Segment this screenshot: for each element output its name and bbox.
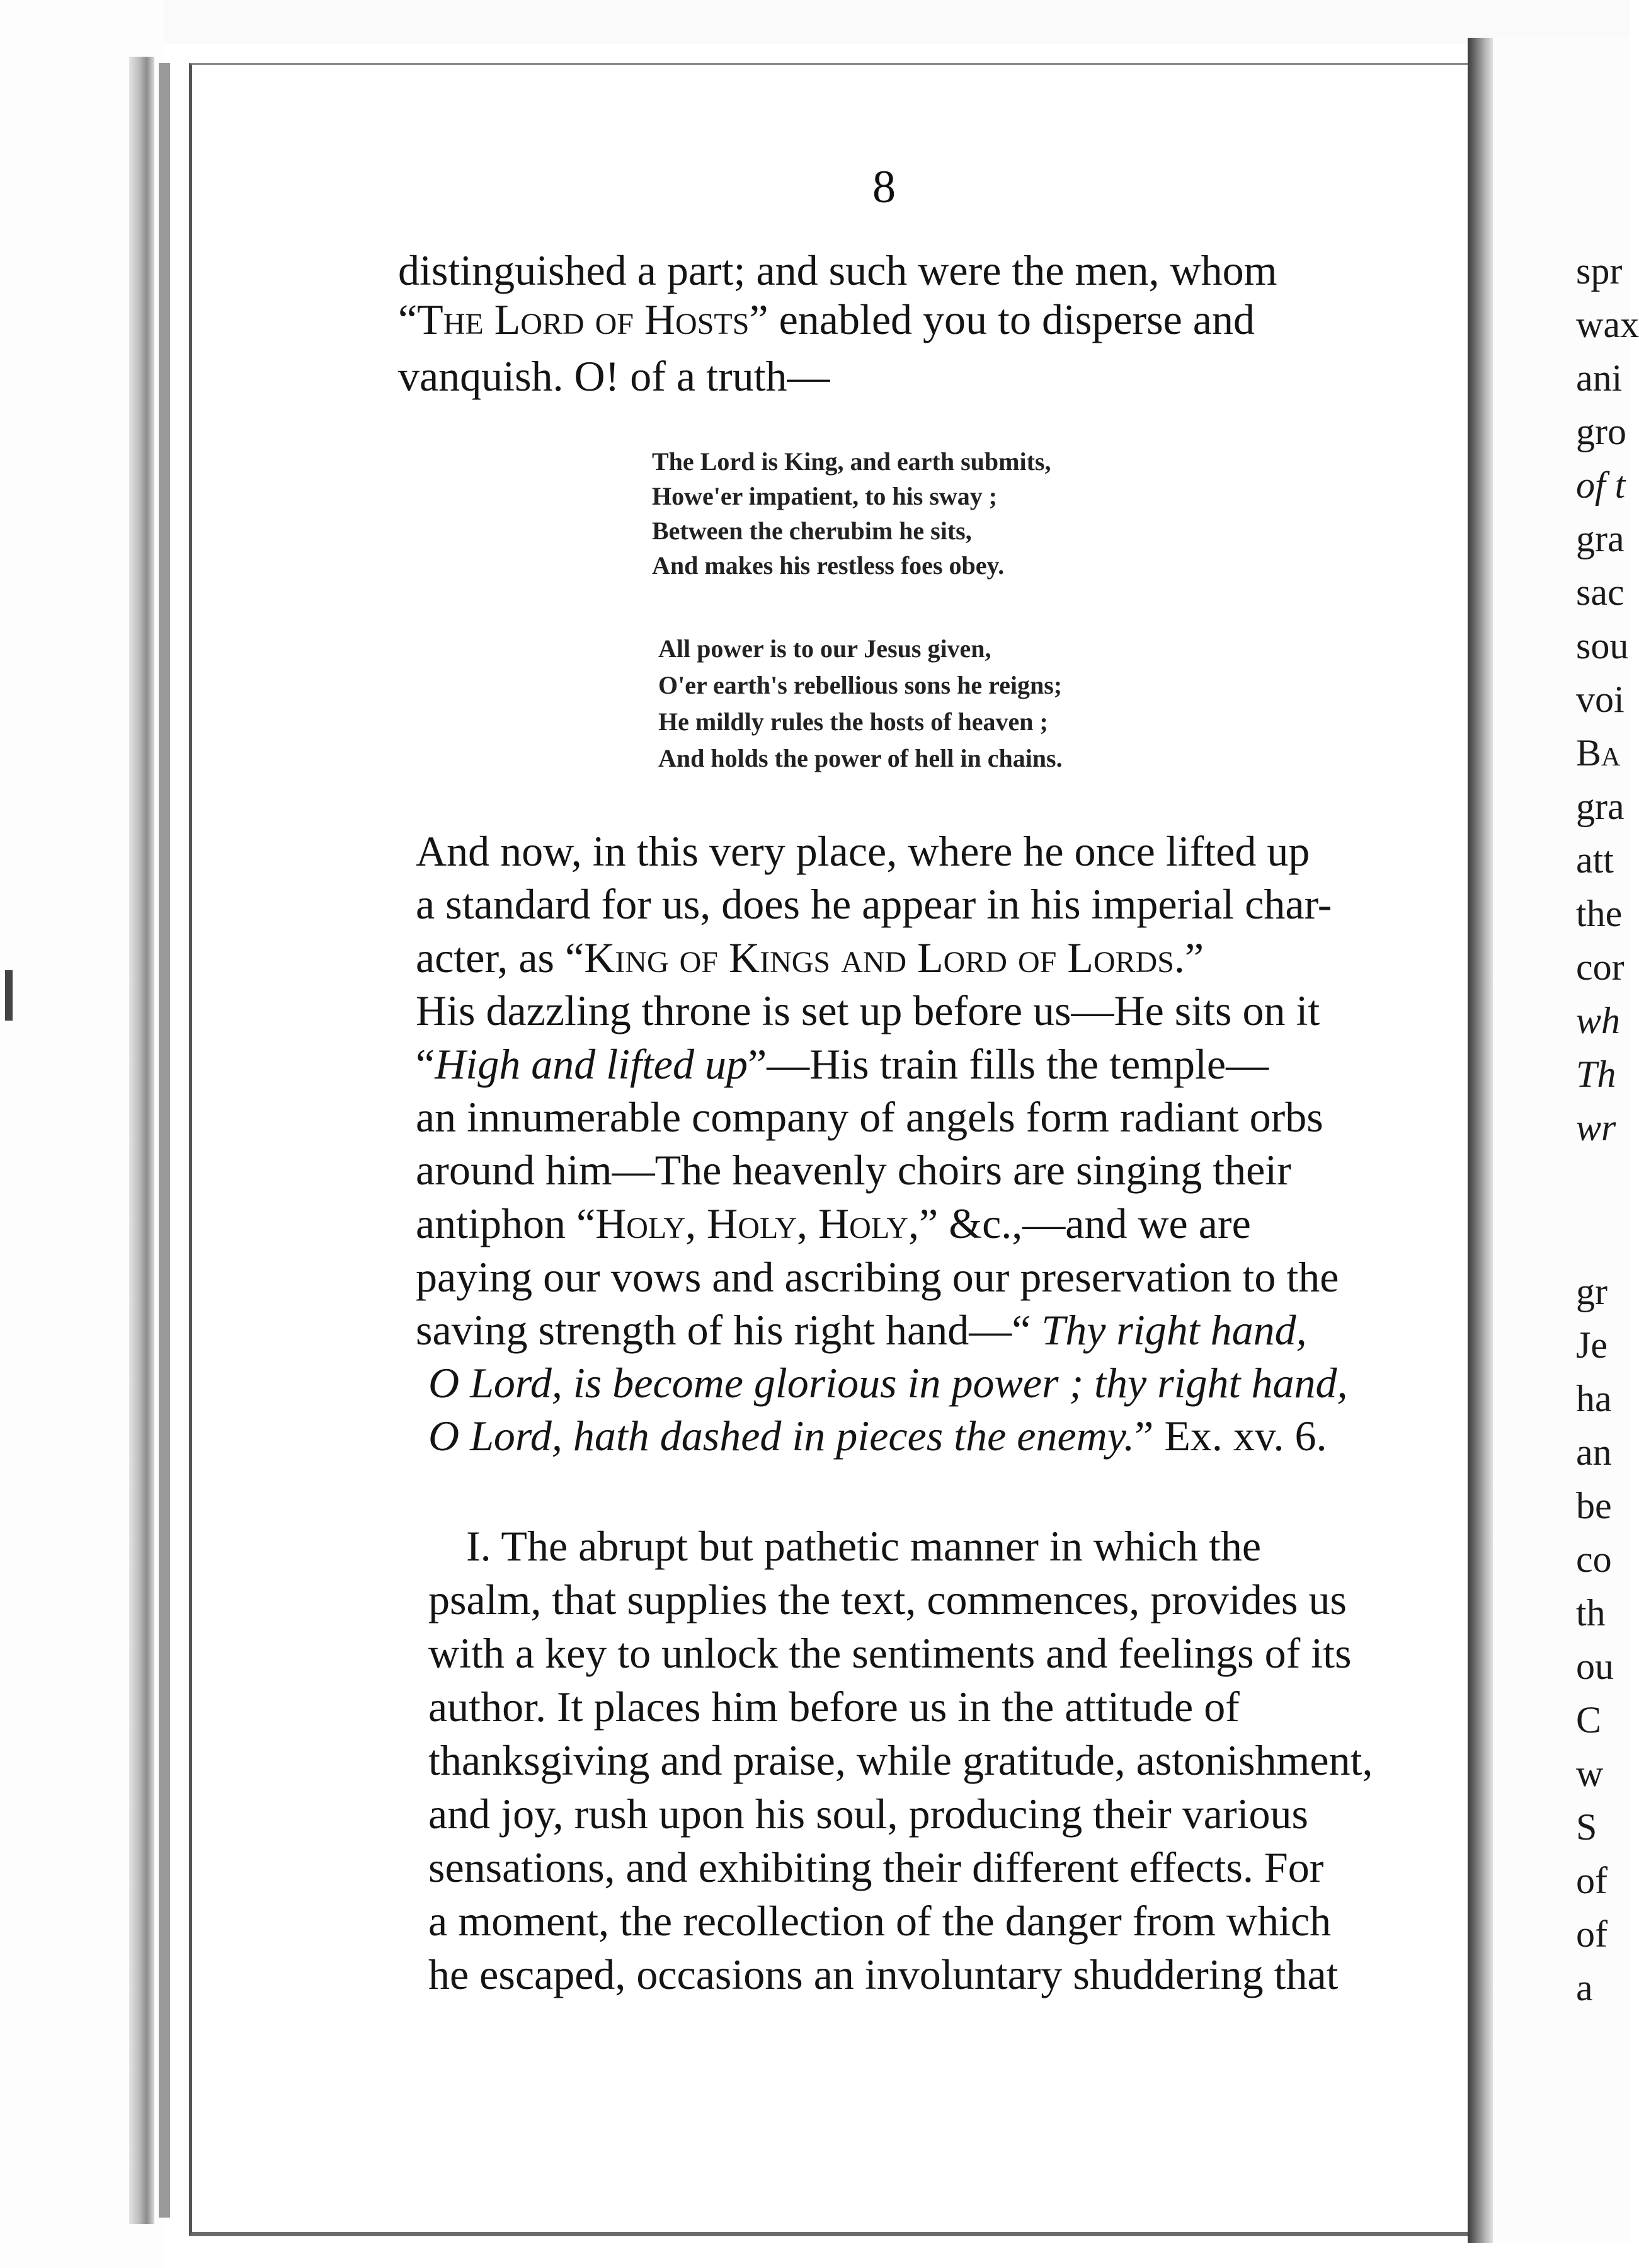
para3-line-6: and joy, rush upon his soul, producing their various bbox=[428, 1790, 1308, 1838]
facing-fragment: wr bbox=[1576, 1107, 1616, 1148]
facing-fragment: the bbox=[1576, 893, 1623, 934]
facing-fragment: wax bbox=[1576, 304, 1639, 345]
facing-fragment: be bbox=[1576, 1485, 1612, 1526]
facing-fragment: C bbox=[1576, 1699, 1602, 1741]
facing-fragment: of bbox=[1576, 1913, 1608, 1955]
para2-line-6: an innumerable company of angels form radiant orbs bbox=[416, 1093, 1323, 1141]
verse1-line-2: Howe'er impatient, to his sway ; bbox=[652, 482, 998, 510]
facing-fragment: ani bbox=[1576, 357, 1623, 399]
facing-fragment: S bbox=[1576, 1806, 1597, 1848]
para2-line-12 bbox=[428, 1412, 1327, 1460]
verse1-line-3: Between the cherubim he sits, bbox=[652, 517, 972, 545]
para3-line-3: with a key to unlock the sentiments and feelings of its bbox=[428, 1629, 1352, 1677]
para3-line-4: author. It places him before us in the attitude of bbox=[428, 1683, 1240, 1731]
scripture-reference: ” Ex. xv. 6. bbox=[1134, 1412, 1327, 1460]
facing-fragment: Ba bbox=[1576, 732, 1621, 774]
para2-line-7: around him—The heavenly choirs are singing their bbox=[416, 1146, 1291, 1194]
para2-line-5-c: ”—His train fills the temple— bbox=[747, 1040, 1269, 1088]
facing-fragment: w bbox=[1576, 1753, 1604, 1794]
facing-fragment: of t bbox=[1576, 464, 1626, 506]
para3-line-2: psalm, that supplies the text, commences, provides us bbox=[428, 1576, 1347, 1624]
scan-mark bbox=[5, 970, 13, 1021]
para2-line-8 bbox=[416, 1202, 1251, 1245]
para3-line-7: sensations, and exhibiting their different effects. For bbox=[428, 1843, 1324, 1891]
facing-fragment: sac bbox=[1576, 571, 1625, 613]
facing-fragment: th bbox=[1576, 1592, 1606, 1634]
page-number: 8 bbox=[872, 161, 896, 213]
facing-fragment: att bbox=[1576, 839, 1614, 881]
facing-fragment: spr bbox=[1576, 250, 1623, 292]
para2-line-10-a: saving strength of his right hand—“ bbox=[416, 1306, 1042, 1354]
para2-line-5-a: “ bbox=[416, 1040, 435, 1088]
intro-line-3: vanquish. O! of a truth— bbox=[398, 352, 830, 400]
para3-line-8: a moment, the recollection of the danger from which bbox=[428, 1897, 1332, 1945]
verse1-line-1: The Lord is King, and earth submits, bbox=[652, 447, 1051, 476]
para2-line-3-c: ” bbox=[1184, 934, 1204, 982]
para2-line-4: His dazzling throne is set up before us—He sits on it bbox=[416, 987, 1320, 1034]
para2-line-3 bbox=[416, 934, 1204, 982]
para2-line-11: O Lord, is become glorious in power ; thy right hand, bbox=[428, 1359, 1348, 1407]
verse2-line-1: All power is to our Jesus given, bbox=[658, 634, 991, 663]
verse2-line-2: O'er earth's rebellious sons he reigns; bbox=[658, 671, 1063, 699]
intro-line-1: distinguished a part; and such were the men, whom bbox=[398, 246, 1277, 294]
facing-fragment: sou bbox=[1576, 625, 1629, 667]
para2-line-8-a: antiphon “ bbox=[416, 1200, 596, 1247]
facing-fragment: ha bbox=[1576, 1378, 1612, 1419]
para2-line-8-c: ” &c.,—and we are bbox=[919, 1200, 1251, 1247]
facing-fragment: wh bbox=[1576, 1000, 1621, 1041]
verse2-line-3: He mildly rules the hosts of heaven ; bbox=[658, 707, 1048, 736]
intro-line-2 bbox=[398, 295, 1255, 343]
lord-of-hosts: “The Lord of Hosts” bbox=[398, 295, 768, 343]
facing-fragment: co bbox=[1576, 1538, 1612, 1580]
facing-fragment: an bbox=[1576, 1431, 1612, 1473]
facing-fragment: Th bbox=[1576, 1053, 1616, 1095]
facing-fragment: voi bbox=[1576, 679, 1625, 720]
page-stack-edge-inner bbox=[159, 63, 170, 2218]
para2-line-3-a: acter, as “ bbox=[416, 934, 585, 982]
page-stack-edge bbox=[129, 57, 154, 2224]
facing-fragment: cor bbox=[1576, 946, 1625, 988]
para3-line-1: I. The abrupt but pathetic manner in which the bbox=[466, 1522, 1262, 1570]
thy-right-hand: Thy right hand, bbox=[1041, 1306, 1307, 1354]
high-and-lifted-up: High and lifted up bbox=[435, 1040, 748, 1088]
para2-line-2: a standard for us, does he appear in his imperial char- bbox=[416, 880, 1332, 928]
book-gutter bbox=[1468, 38, 1493, 2243]
king-of-kings: King of Kings and Lord of Lords. bbox=[584, 934, 1185, 982]
scan-top-edge bbox=[0, 0, 1630, 44]
intro-line-2-text: enabled you to disperse and bbox=[779, 295, 1255, 343]
holy-holy-holy: Holy, Holy, Holy, bbox=[595, 1200, 920, 1247]
facing-fragment: a bbox=[1576, 1967, 1593, 2008]
para3-line-5: thanksgiving and praise, while gratitude, astonishment, bbox=[428, 1736, 1373, 1784]
para2-line-1: And now, in this very place, where he once lifted up bbox=[416, 827, 1310, 875]
facing-fragment: Je bbox=[1576, 1324, 1608, 1366]
verse1-line-4: And makes his restless foes obey. bbox=[652, 551, 1005, 580]
para3-line-9: he escaped, occasions an involuntary shuddering that bbox=[428, 1950, 1339, 1998]
para2-line-5 bbox=[416, 1040, 1269, 1088]
para2-line-10 bbox=[416, 1306, 1307, 1354]
para2-line-12-quote: O Lord, hath dashed in pieces the enemy. bbox=[428, 1412, 1135, 1460]
facing-fragment: gr bbox=[1576, 1271, 1608, 1312]
facing-fragment: gro bbox=[1576, 411, 1626, 452]
facing-fragment: gra bbox=[1576, 786, 1625, 827]
verse2-line-4: And holds the power of hell in chains. bbox=[658, 744, 1063, 772]
para2-line-9: paying our vows and ascribing our preservation to the bbox=[416, 1253, 1339, 1301]
facing-fragment: ou bbox=[1576, 1646, 1614, 1687]
facing-fragment: of bbox=[1576, 1860, 1608, 1901]
facing-fragment: gra bbox=[1576, 518, 1625, 559]
